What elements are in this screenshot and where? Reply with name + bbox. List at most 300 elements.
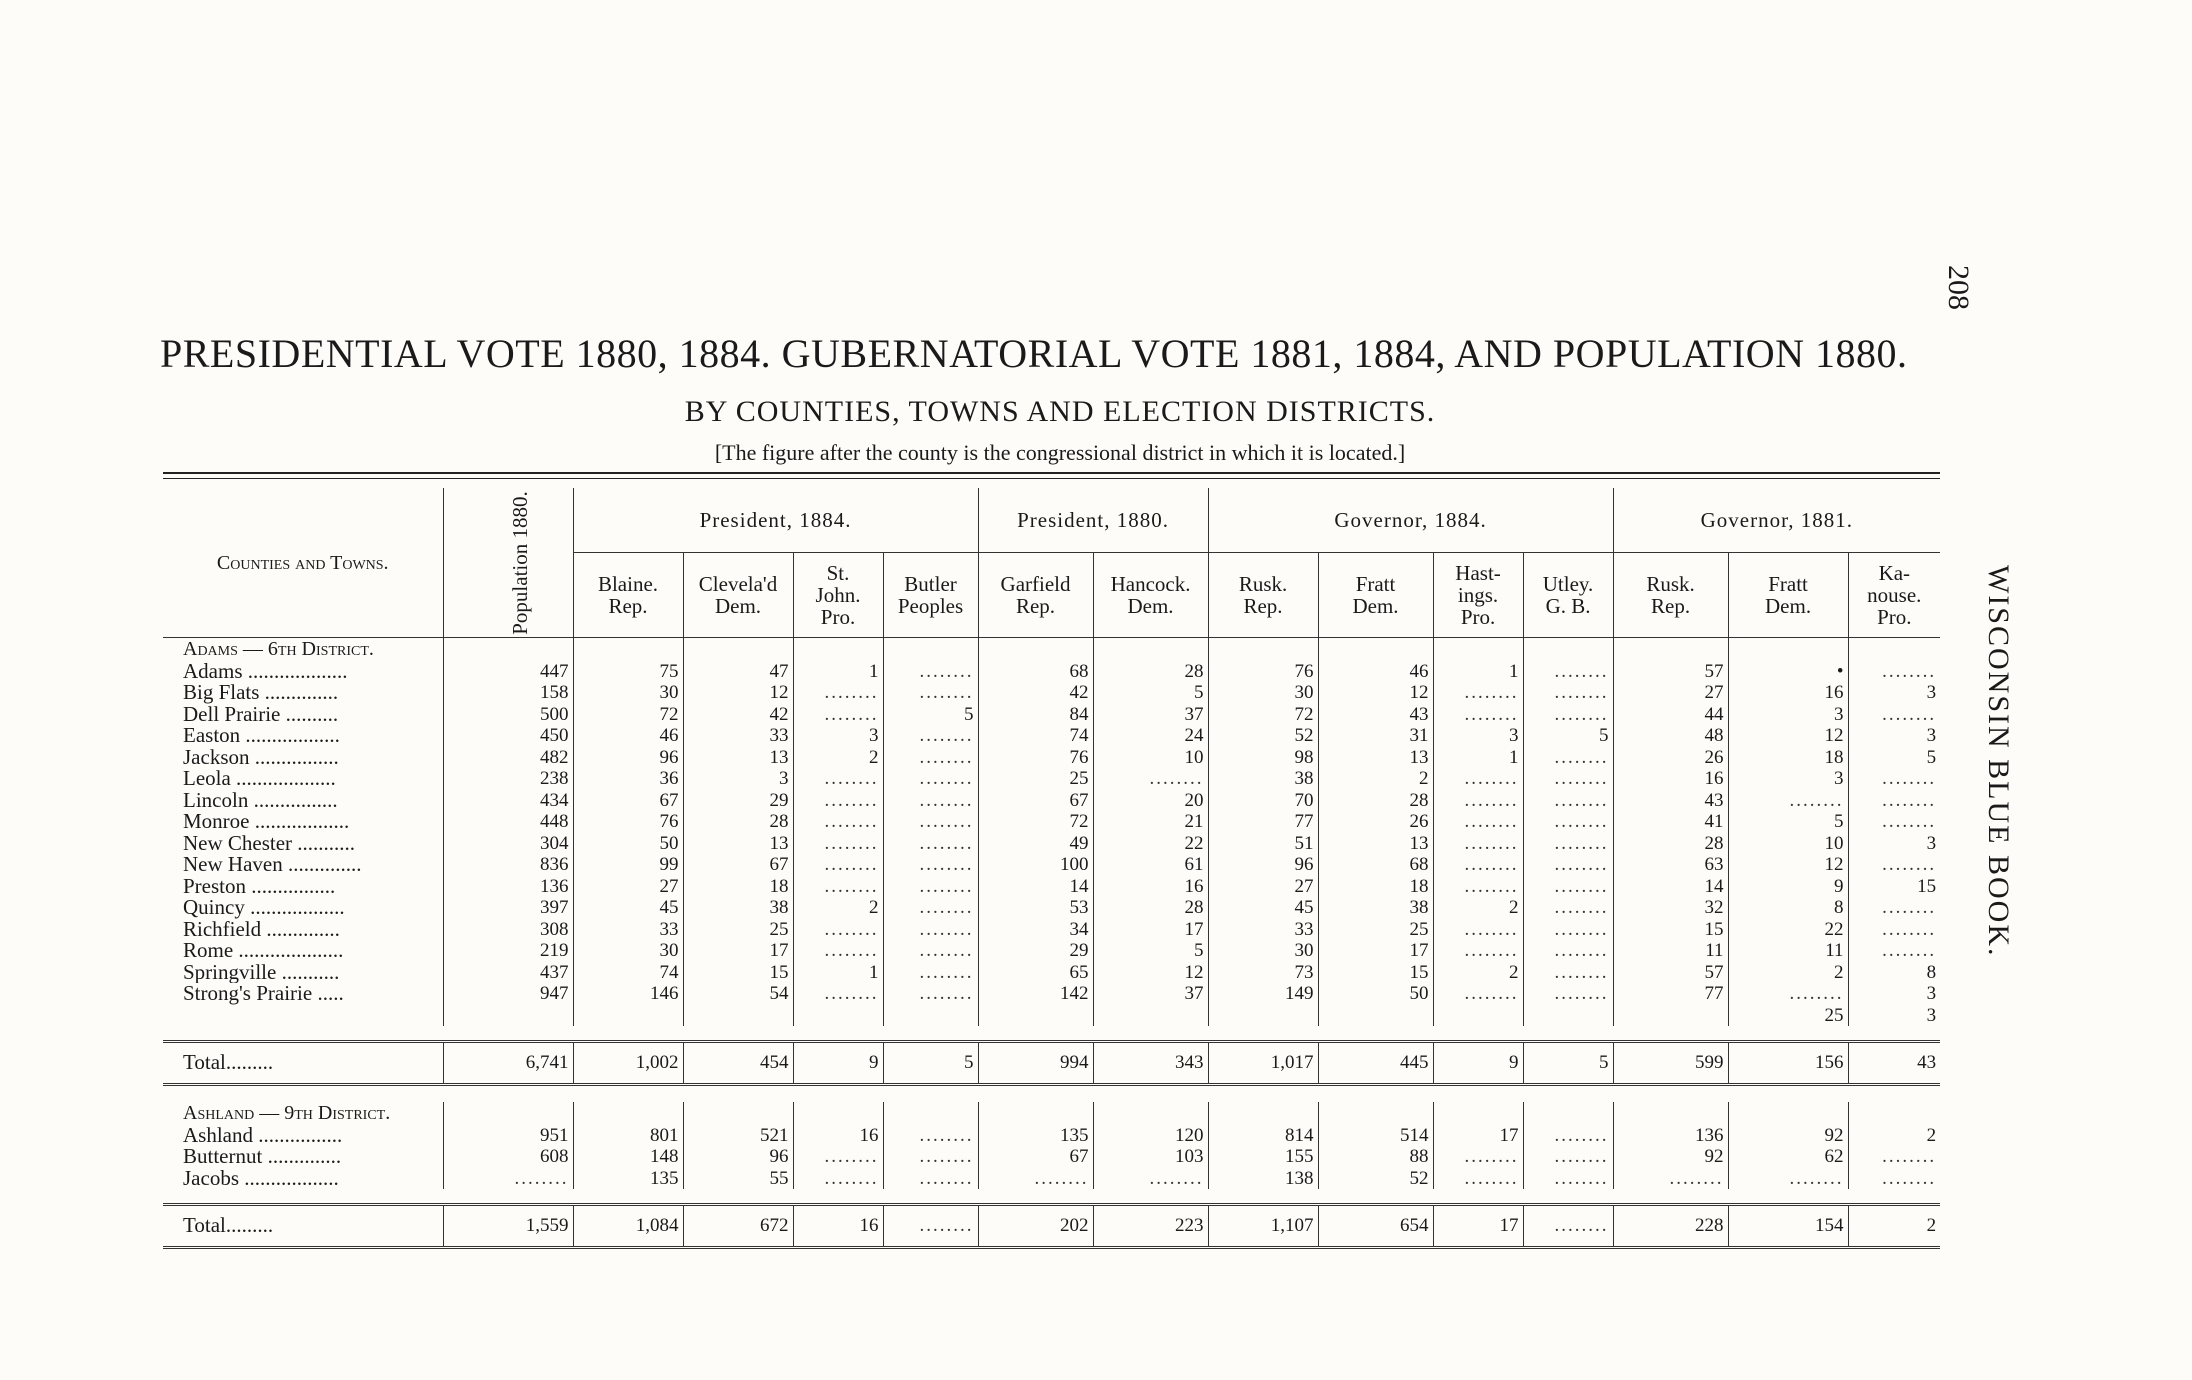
column-header-line: Dem. — [1765, 594, 1812, 618]
table-row — [163, 919, 1940, 941]
leader-dots: ........ — [1554, 746, 1609, 768]
value-cell — [883, 854, 978, 876]
leader-dots: ........ — [1464, 832, 1519, 854]
value-cell — [1433, 811, 1523, 833]
value-cell: 3 — [1728, 768, 1848, 790]
value-cell — [883, 940, 978, 962]
column-header-line: Pro. — [820, 605, 856, 629]
county-name: Adams — 6th District. — [183, 638, 374, 660]
value-cell: 3 — [793, 725, 883, 747]
leader-dots: ........ — [1554, 961, 1609, 983]
value-cell: 48 — [1613, 725, 1728, 747]
value-cell — [978, 1168, 1093, 1190]
town-name: Strong's Prairie ..... — [183, 983, 344, 1005]
value-cell: 67 — [683, 854, 793, 876]
leader-dots: ........ — [824, 703, 879, 725]
value-cell: 3 — [1728, 704, 1848, 726]
value-cell: 146 — [573, 983, 683, 1005]
column-header-line: Dem. — [1127, 594, 1174, 618]
value-cell: 70 — [1208, 790, 1318, 812]
value-cell: 76 — [1208, 661, 1318, 683]
total-cell — [1523, 1205, 1613, 1248]
value-cell: 15 — [1613, 919, 1728, 941]
value-cell: 43 — [1318, 704, 1433, 726]
value-cell: 2 — [1728, 962, 1848, 984]
value-cell: 136 — [1613, 1125, 1728, 1147]
leader-dots: ........ — [824, 1146, 879, 1167]
value-cell — [883, 768, 978, 790]
leader-dots: ........ — [1882, 703, 1937, 725]
column-header-line: Rusk. — [1238, 572, 1288, 596]
value-cell — [883, 1146, 978, 1168]
county-name: Ashland — 9th District. — [183, 1102, 391, 1124]
leader-dots: ........ — [1554, 1146, 1609, 1167]
leader-dots: ........ — [1464, 811, 1519, 832]
value-cell: 5 — [1093, 940, 1208, 962]
leader-dots: ........ — [1882, 768, 1937, 789]
value-cell: 304 — [443, 833, 573, 855]
column-header-line: Peoples — [897, 594, 964, 618]
town-name: Leola ................... — [183, 768, 336, 790]
value-cell — [1093, 1168, 1208, 1190]
leader-dots: ........ — [919, 897, 974, 918]
column-header-line: Blaine. — [597, 572, 659, 596]
value-cell: 28 — [1093, 661, 1208, 683]
leader-dots: ........ — [1464, 940, 1519, 961]
value-cell: 45 — [1208, 897, 1318, 919]
value-cell: 33 — [1208, 919, 1318, 941]
value-cell — [883, 919, 978, 941]
value-cell — [1848, 1168, 1940, 1190]
page-note: [The figure after the county is the congressional district in which it is located.] — [714, 440, 1406, 465]
value-cell — [883, 1125, 978, 1147]
leader-dots: ........ — [919, 961, 974, 983]
empty-cell — [883, 1102, 978, 1125]
column-header-line: Butler — [904, 572, 957, 596]
leader-dots: ........ — [1882, 789, 1937, 811]
value-cell: 514 — [1318, 1125, 1433, 1147]
value-cell — [883, 661, 978, 683]
value-cell: 77 — [1613, 983, 1728, 1005]
value-cell: 92 — [1613, 1146, 1728, 1168]
value-cell: 42 — [978, 682, 1093, 704]
leader-dots: ........ — [919, 725, 974, 746]
value-cell — [883, 876, 978, 898]
leader-dots: ........ — [1882, 1146, 1937, 1167]
value-cell: 32 — [1613, 897, 1728, 919]
empty-cell — [793, 1102, 883, 1125]
total-cell: 16 — [793, 1205, 883, 1248]
leader-dots: ........ — [1669, 1167, 1724, 1189]
table-row — [163, 1125, 1940, 1147]
value-cell: 57 — [1613, 661, 1728, 683]
value-cell — [793, 1146, 883, 1168]
town-name: Adams ................... — [183, 660, 348, 682]
table-row — [163, 790, 1940, 812]
leader-dots: ........ — [1464, 789, 1519, 811]
value-cell: 2 — [1433, 897, 1523, 919]
value-cell — [1433, 682, 1523, 704]
value-cell — [1523, 1125, 1613, 1147]
value-cell — [1093, 1005, 1208, 1027]
value-cell — [1208, 1005, 1318, 1027]
total-cell: 454 — [683, 1042, 793, 1085]
value-cell — [683, 1005, 793, 1027]
total-cell: 599 — [1613, 1042, 1728, 1085]
value-cell: 16 — [1728, 682, 1848, 704]
value-cell: 836 — [443, 854, 573, 876]
value-cell: 138 — [1208, 1168, 1318, 1190]
table-row — [163, 682, 1940, 704]
value-cell: 29 — [683, 790, 793, 812]
value-cell — [1523, 1146, 1613, 1168]
table-row — [163, 768, 1940, 790]
value-cell — [1433, 1168, 1523, 1190]
value-cell: 450 — [443, 725, 573, 747]
value-cell — [883, 983, 978, 1005]
value-cell: 3 — [1848, 833, 1940, 855]
leader-dots: ........ — [824, 854, 879, 875]
total-cell — [883, 1205, 978, 1248]
value-cell — [1613, 1168, 1728, 1190]
value-cell: 77 — [1208, 811, 1318, 833]
value-cell: 21 — [1093, 811, 1208, 833]
value-cell — [1433, 1005, 1523, 1027]
value-cell: 13 — [1318, 747, 1433, 769]
leader-dots: ........ — [1789, 1167, 1844, 1189]
value-cell: 25 — [1728, 1005, 1848, 1027]
value-cell — [1433, 833, 1523, 855]
leader-dots: ........ — [1554, 768, 1609, 789]
value-cell — [883, 790, 978, 812]
top-rule-thin — [163, 478, 1940, 479]
value-cell: 13 — [683, 833, 793, 855]
value-cell: 482 — [443, 747, 573, 769]
value-cell: 29 — [978, 940, 1093, 962]
value-cell — [1848, 1146, 1940, 1168]
value-cell — [1728, 983, 1848, 1005]
column-header-line: Hast- — [1455, 561, 1501, 585]
total-cell: 43 — [1848, 1042, 1940, 1085]
value-cell — [1433, 940, 1523, 962]
empty-cell — [978, 1102, 1093, 1125]
value-cell: 10 — [1728, 833, 1848, 855]
town-name: Richfield .............. — [183, 918, 340, 940]
value-cell: 12 — [1318, 682, 1433, 704]
leader-dots: ........ — [919, 1167, 974, 1189]
value-cell — [1523, 833, 1613, 855]
running-title: WISCONSIN BLUE BOOK. — [1982, 565, 2015, 958]
leader-dots: ........ — [824, 983, 879, 1004]
total-cell: 5 — [1523, 1042, 1613, 1085]
value-cell: 2 — [793, 897, 883, 919]
value-cell: 3 — [1848, 983, 1940, 1005]
table-row — [163, 747, 1940, 769]
town-name: Easton .................. — [183, 725, 340, 747]
value-cell — [793, 983, 883, 1005]
empty-cell — [1728, 638, 1848, 661]
leader-dots: ........ — [1882, 1167, 1937, 1189]
value-cell: 1 — [793, 661, 883, 683]
value-cell — [443, 1005, 573, 1027]
page-subtitle: BY COUNTIES, TOWNS AND ELECTION DISTRICTS. — [684, 395, 1436, 428]
value-cell: 46 — [573, 725, 683, 747]
value-cell — [1433, 790, 1523, 812]
column-header — [1208, 553, 1318, 638]
value-cell: 437 — [443, 962, 573, 984]
page-number: 208 — [1942, 265, 1975, 310]
value-cell: 31 — [1318, 725, 1433, 747]
value-cell — [1523, 811, 1613, 833]
table-row — [163, 1146, 1940, 1168]
value-cell: 68 — [978, 661, 1093, 683]
leader-dots: ........ — [824, 682, 879, 703]
value-cell — [1523, 854, 1613, 876]
value-cell: 47 — [683, 661, 793, 683]
leader-dots: ........ — [1554, 682, 1609, 703]
value-cell — [1523, 661, 1613, 683]
leader-dots: ........ — [919, 768, 974, 789]
value-cell — [1318, 1005, 1433, 1027]
value-cell: 63 — [1613, 854, 1728, 876]
value-cell: 28 — [1093, 897, 1208, 919]
value-cell: 135 — [573, 1168, 683, 1190]
value-cell — [1523, 1005, 1613, 1027]
value-cell — [1523, 876, 1613, 898]
value-cell: 434 — [443, 790, 573, 812]
value-cell: 951 — [443, 1125, 573, 1147]
leader-dots: ........ — [919, 1215, 974, 1237]
value-cell: 5 — [883, 704, 978, 726]
column-header — [1613, 553, 1728, 638]
value-cell: 219 — [443, 940, 573, 962]
total-cell: 156 — [1728, 1042, 1848, 1085]
total-cell: 223 — [1093, 1205, 1208, 1248]
column-header-line: Hancock. — [1110, 572, 1191, 596]
value-cell — [793, 1168, 883, 1190]
value-cell: 33 — [683, 725, 793, 747]
value-cell: 15 — [683, 962, 793, 984]
value-cell — [1523, 983, 1613, 1005]
value-cell: 49 — [978, 833, 1093, 855]
column-header — [978, 553, 1093, 638]
value-cell — [1523, 962, 1613, 984]
empty-cell — [573, 1102, 683, 1125]
value-cell — [573, 1005, 683, 1027]
total-cell: 672 — [683, 1205, 793, 1248]
value-cell: 22 — [1728, 919, 1848, 941]
value-cell: 76 — [978, 747, 1093, 769]
value-cell — [1523, 940, 1613, 962]
value-cell: 50 — [573, 833, 683, 855]
empty-cell — [793, 638, 883, 661]
value-cell: 5 — [1848, 747, 1940, 769]
value-cell: 52 — [1208, 725, 1318, 747]
value-cell — [1848, 768, 1940, 790]
column-header-line: Fratt — [1355, 572, 1396, 596]
value-cell: 12 — [683, 682, 793, 704]
value-cell — [1433, 919, 1523, 941]
value-cell: 18 — [1728, 747, 1848, 769]
value-cell: 38 — [683, 897, 793, 919]
value-cell: 448 — [443, 811, 573, 833]
total-cell: 202 — [978, 1205, 1093, 1248]
leader-dots: ........ — [1882, 811, 1937, 832]
total-cell: 1,002 — [573, 1042, 683, 1085]
value-cell: 67 — [573, 790, 683, 812]
leader-dots: ........ — [824, 789, 879, 811]
value-cell: 10 — [1093, 747, 1208, 769]
value-cell: 96 — [1208, 854, 1318, 876]
value-cell: 17 — [1093, 919, 1208, 941]
value-cell: 33 — [573, 919, 683, 941]
column-header-line: Rep. — [1651, 594, 1691, 618]
value-cell — [883, 811, 978, 833]
value-cell: 30 — [1208, 940, 1318, 962]
column-header — [683, 553, 793, 638]
value-cell — [1433, 876, 1523, 898]
value-cell: 30 — [573, 682, 683, 704]
leader-dots: ........ — [1554, 811, 1609, 832]
total-row — [163, 1042, 1940, 1085]
value-cell: 38 — [1318, 897, 1433, 919]
value-cell: 16 — [1613, 768, 1728, 790]
value-cell: 51 — [1208, 833, 1318, 855]
empty-cell — [1848, 638, 1940, 661]
column-header-line: Pro. — [1877, 605, 1912, 629]
table-row — [163, 1005, 1940, 1027]
leader-dots: ........ — [1554, 660, 1609, 682]
value-cell: 17 — [683, 940, 793, 962]
value-cell: 15 — [1318, 962, 1433, 984]
value-cell: 96 — [683, 1146, 793, 1168]
leader-dots: ........ — [1149, 768, 1204, 789]
table-row — [163, 833, 1940, 855]
leader-dots: ........ — [1554, 940, 1609, 961]
value-cell: 9 — [1728, 876, 1848, 898]
total-cell: 9 — [1433, 1042, 1523, 1085]
total-cell: 994 — [978, 1042, 1093, 1085]
value-cell: 17 — [1433, 1125, 1523, 1147]
value-cell: 135 — [978, 1125, 1093, 1147]
value-cell: 25 — [683, 919, 793, 941]
leader-dots: ........ — [919, 1146, 974, 1167]
value-cell: 98 — [1208, 747, 1318, 769]
total-cell: 1,107 — [1208, 1205, 1318, 1248]
value-cell: 53 — [978, 897, 1093, 919]
value-cell — [1848, 661, 1940, 683]
value-cell: 42 — [683, 704, 793, 726]
value-cell: 308 — [443, 919, 573, 941]
value-cell: 238 — [443, 768, 573, 790]
empty-cell — [978, 638, 1093, 661]
value-cell — [1848, 897, 1940, 919]
value-cell: 814 — [1208, 1125, 1318, 1147]
table-row — [163, 940, 1940, 962]
value-cell — [1728, 1168, 1848, 1190]
column-header — [1728, 553, 1848, 638]
value-cell — [1523, 897, 1613, 919]
leader-dots: ........ — [1464, 983, 1519, 1004]
value-cell: 57 — [1613, 962, 1728, 984]
table-row — [163, 725, 1940, 747]
value-cell: 45 — [573, 897, 683, 919]
value-cell: 2 — [793, 747, 883, 769]
town-name: Quincy .................. — [183, 897, 345, 919]
group-president-1880: President, 1880. — [978, 488, 1208, 553]
value-cell — [793, 919, 883, 941]
empty-cell — [443, 1102, 573, 1125]
empty-cell — [1318, 638, 1433, 661]
town-name: Rome .................... — [183, 940, 344, 962]
town-name: Jacobs .................. — [183, 1167, 339, 1189]
total-cell: 228 — [1613, 1205, 1728, 1248]
value-cell: 947 — [443, 983, 573, 1005]
value-cell: 52 — [1318, 1168, 1433, 1190]
value-cell: 15 — [1848, 876, 1940, 898]
column-header-line: Rep. — [1015, 594, 1056, 618]
column-header — [1318, 553, 1433, 638]
total-cell: 17 — [1433, 1205, 1523, 1248]
value-cell: 28 — [1613, 833, 1728, 855]
value-cell — [883, 897, 978, 919]
leader-dots: ........ — [1554, 1167, 1609, 1189]
value-cell: 72 — [573, 704, 683, 726]
empty-cell — [1523, 638, 1613, 661]
table-header — [163, 488, 1940, 638]
value-cell: 46 — [1318, 661, 1433, 683]
value-cell: 12 — [1093, 962, 1208, 984]
value-cell: 68 — [1318, 854, 1433, 876]
value-cell: 5 — [1728, 811, 1848, 833]
value-cell: 103 — [1093, 1146, 1208, 1168]
leader-dots: ........ — [1882, 660, 1937, 682]
empty-cell — [1728, 1102, 1848, 1125]
leader-dots: ........ — [1882, 897, 1937, 918]
value-cell: 28 — [683, 811, 793, 833]
value-cell: 72 — [1208, 704, 1318, 726]
leader-dots: ........ — [1554, 983, 1609, 1004]
empty-cell — [1433, 638, 1523, 661]
value-cell: 99 — [573, 854, 683, 876]
leader-dots: ........ — [824, 1167, 879, 1189]
value-cell: 142 — [978, 983, 1093, 1005]
leader-dots: ........ — [919, 682, 974, 703]
value-cell: 26 — [1613, 747, 1728, 769]
value-cell: 11 — [1728, 940, 1848, 962]
empty-cell — [1848, 1102, 1940, 1125]
leader-dots: ........ — [824, 832, 879, 854]
value-cell: 67 — [978, 1146, 1093, 1168]
value-cell: 100 — [978, 854, 1093, 876]
leader-dots: ........ — [919, 1124, 974, 1146]
vote-table — [163, 488, 1940, 1249]
value-cell: 37 — [1093, 983, 1208, 1005]
value-cell — [883, 725, 978, 747]
value-cell: 3 — [1433, 725, 1523, 747]
leader-dots: ........ — [1789, 983, 1844, 1004]
total-cell: 1,084 — [573, 1205, 683, 1248]
value-cell: 37 — [1093, 704, 1208, 726]
population-header: Population 1880. — [443, 488, 573, 638]
table-row — [163, 983, 1940, 1005]
group-governor-1881: Governor, 1881. — [1613, 488, 1940, 553]
value-cell: 25 — [1318, 919, 1433, 941]
leader-dots: ........ — [1554, 832, 1609, 854]
value-cell: 12 — [1728, 725, 1848, 747]
value-cell — [883, 962, 978, 984]
leader-dots: ........ — [824, 918, 879, 940]
